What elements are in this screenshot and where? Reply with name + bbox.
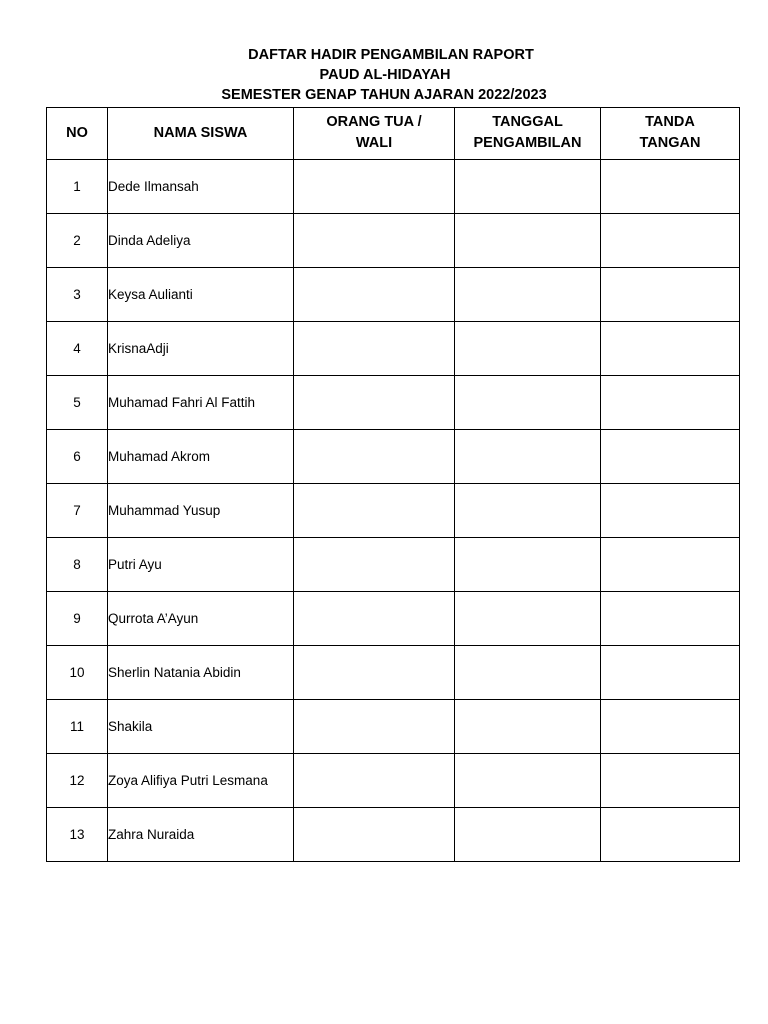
parent-cell[interactable] (294, 430, 455, 484)
table-row (47, 538, 740, 592)
row-number: 6 (47, 430, 108, 484)
signature-cell[interactable] (601, 322, 740, 376)
signature-cell[interactable] (601, 160, 740, 214)
header-orang-tua-line-1: ORANG TUA / (326, 114, 422, 130)
parent-cell[interactable] (294, 322, 455, 376)
header-no: NO (47, 108, 108, 160)
header-tanggal-line-2: PENGAMBILAN (473, 135, 582, 151)
table-row (47, 646, 740, 700)
document-title (0, 45, 768, 105)
signature-cell[interactable] (601, 538, 740, 592)
signature-cell[interactable] (601, 754, 740, 808)
parent-cell[interactable] (294, 808, 455, 862)
row-number: 9 (47, 592, 108, 646)
header-tanggal-line-1: TANGGAL (492, 114, 563, 130)
date-cell[interactable] (455, 754, 601, 808)
date-cell[interactable] (455, 376, 601, 430)
date-cell[interactable] (455, 808, 601, 862)
date-cell[interactable] (455, 214, 601, 268)
row-number: 2 (47, 214, 108, 268)
title-line-1: DAFTAR HADIR PENGAMBILAN RAPORT (248, 47, 534, 63)
attendance-table (46, 107, 740, 862)
date-cell[interactable] (455, 538, 601, 592)
table-row (47, 808, 740, 862)
parent-cell[interactable] (294, 754, 455, 808)
signature-cell[interactable] (601, 700, 740, 754)
signature-cell[interactable] (601, 214, 740, 268)
title-line-2: PAUD AL-HIDAYAH (319, 67, 451, 83)
row-number: 5 (47, 376, 108, 430)
header-orang-tua-wali (294, 108, 455, 160)
row-number: 10 (47, 646, 108, 700)
row-number: 3 (47, 268, 108, 322)
table-row (47, 754, 740, 808)
table-row (47, 430, 740, 484)
signature-cell[interactable] (601, 268, 740, 322)
parent-cell[interactable] (294, 376, 455, 430)
student-name: Qurrota A’Ayun (108, 592, 294, 646)
table-row (47, 322, 740, 376)
parent-cell[interactable] (294, 646, 455, 700)
header-orang-tua-line-2: WALI (355, 135, 393, 151)
header-tanda-line-2: TANGAN (639, 135, 701, 151)
parent-cell[interactable] (294, 592, 455, 646)
table-row (47, 268, 740, 322)
table-header-row (47, 108, 740, 160)
student-name: Sherlin Natania Abidin (108, 646, 294, 700)
date-cell[interactable] (455, 646, 601, 700)
signature-cell[interactable] (601, 592, 740, 646)
parent-cell[interactable] (294, 484, 455, 538)
table-row (47, 700, 740, 754)
signature-cell[interactable] (601, 484, 740, 538)
row-number: 12 (47, 754, 108, 808)
date-cell[interactable] (455, 592, 601, 646)
row-number: 13 (47, 808, 108, 862)
header-tanggal-pengambilan (455, 108, 601, 160)
table-row (47, 592, 740, 646)
date-cell[interactable] (455, 484, 601, 538)
student-name: Dinda Adeliya (108, 214, 294, 268)
date-cell[interactable] (455, 160, 601, 214)
table-row (47, 160, 740, 214)
student-name: Keysa Aulianti (108, 268, 294, 322)
row-number: 1 (47, 160, 108, 214)
signature-cell[interactable] (601, 646, 740, 700)
table-row (47, 376, 740, 430)
row-number: 4 (47, 322, 108, 376)
table-row (47, 484, 740, 538)
header-nama-siswa: NAMA SISWA (108, 108, 294, 160)
student-name: Zoya Alifiya Putri Lesmana (108, 754, 294, 808)
parent-cell[interactable] (294, 538, 455, 592)
parent-cell[interactable] (294, 268, 455, 322)
title-line-3: SEMESTER GENAP TAHUN AJARAN 2022/2023 (221, 87, 547, 103)
date-cell[interactable] (455, 700, 601, 754)
row-number: 8 (47, 538, 108, 592)
parent-cell[interactable] (294, 700, 455, 754)
signature-cell[interactable] (601, 808, 740, 862)
student-name: Shakila (108, 700, 294, 754)
student-name: Zahra Nuraida (108, 808, 294, 862)
student-name: Dede Ilmansah (108, 160, 294, 214)
parent-cell[interactable] (294, 160, 455, 214)
row-number: 11 (47, 700, 108, 754)
student-name: Putri Ayu (108, 538, 294, 592)
date-cell[interactable] (455, 322, 601, 376)
table-body (47, 160, 740, 862)
student-name: Muhamad Fahri Al Fattih (108, 376, 294, 430)
row-number: 7 (47, 484, 108, 538)
signature-cell[interactable] (601, 430, 740, 484)
signature-cell[interactable] (601, 376, 740, 430)
student-name: Muhamad Akrom (108, 430, 294, 484)
header-tanda-line-1: TANDA (645, 114, 695, 130)
student-name: Muhammad Yusup (108, 484, 294, 538)
parent-cell[interactable] (294, 214, 455, 268)
header-tanda-tangan (601, 108, 740, 160)
date-cell[interactable] (455, 268, 601, 322)
student-name: KrisnaAdji (108, 322, 294, 376)
date-cell[interactable] (455, 430, 601, 484)
table-row (47, 214, 740, 268)
